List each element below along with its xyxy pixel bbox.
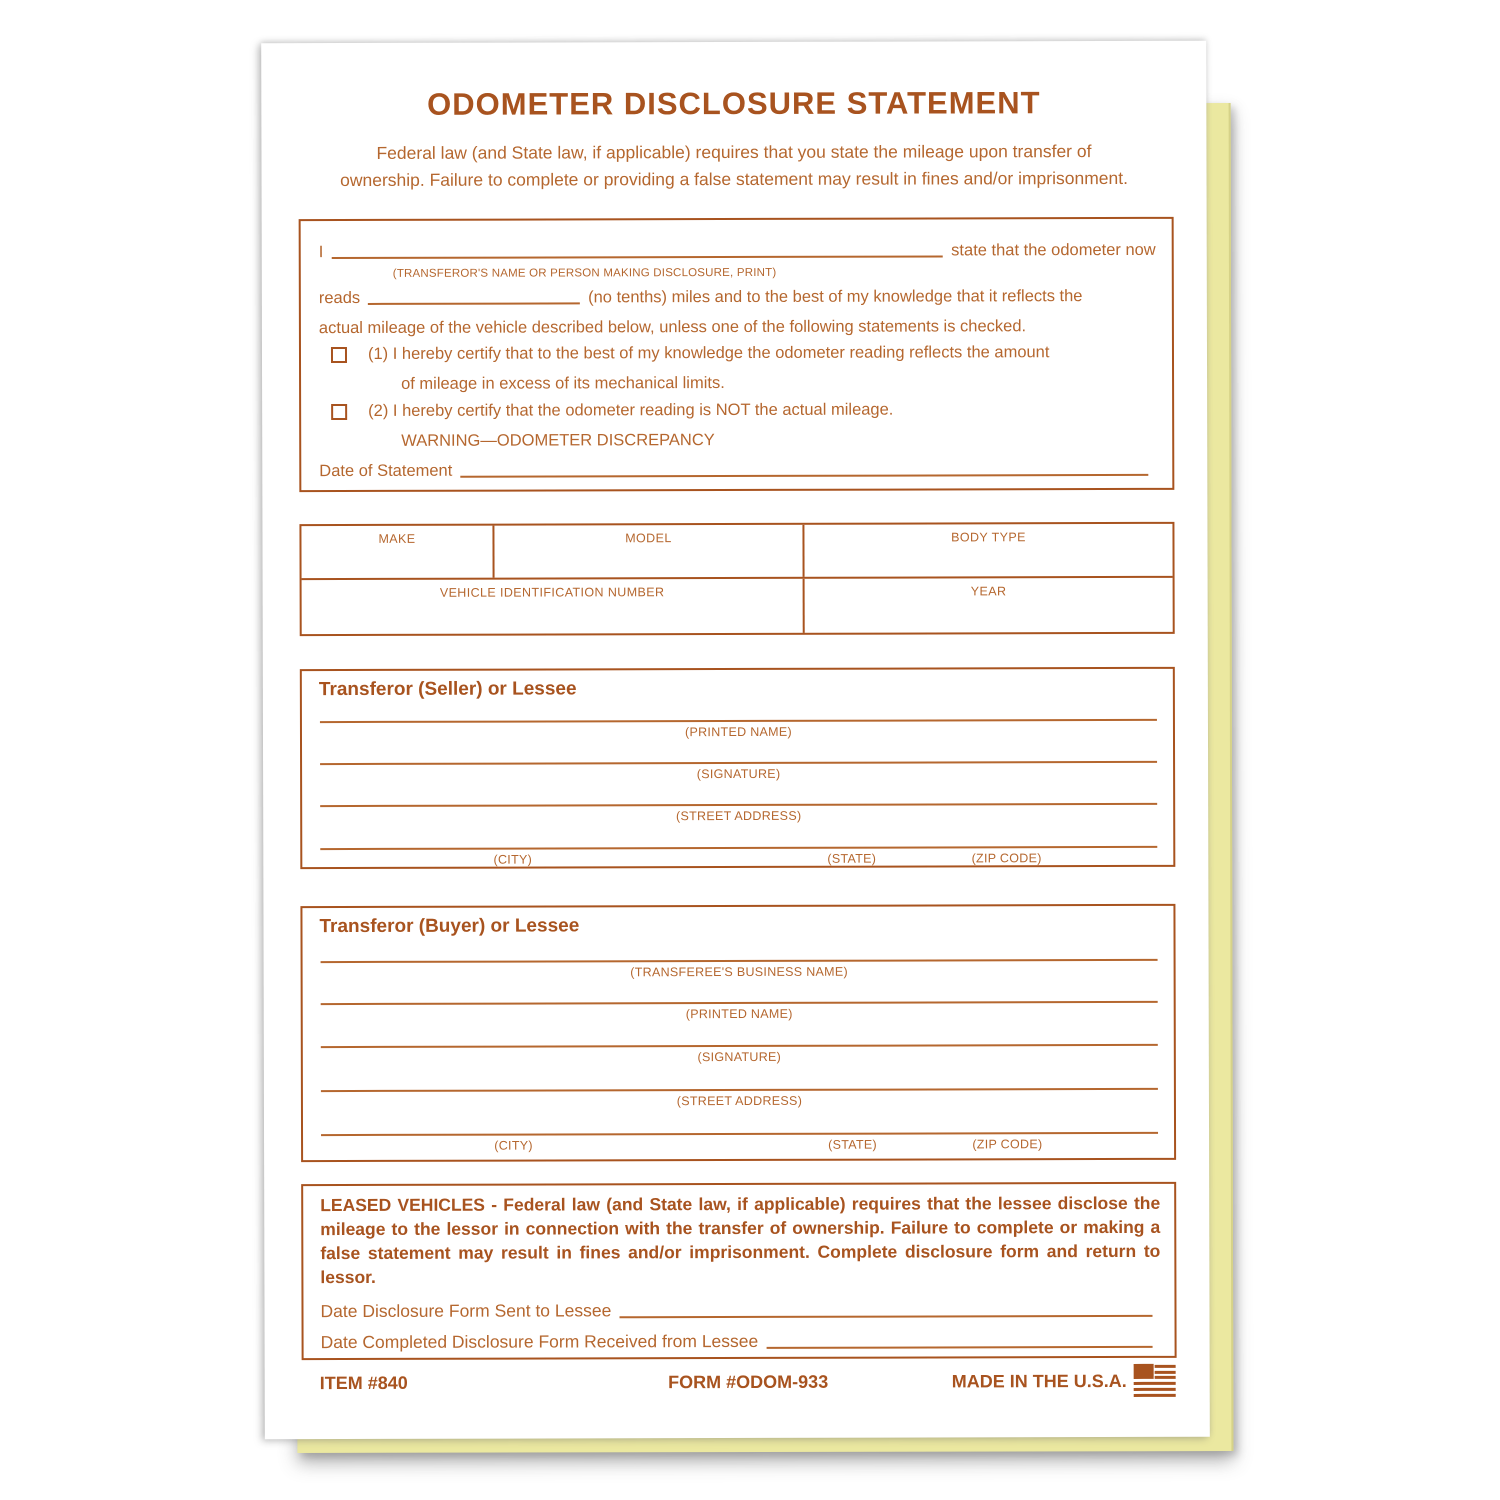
- odometer-form-page: [261, 41, 1210, 1439]
- buyer-section-title: Transferor (Buyer) or Lessee: [319, 915, 580, 938]
- seller-section-title: Transferor (Seller) or Lessee: [318, 678, 577, 701]
- made-in-usa-label: MADE IN THE U.S.A.: [951, 1370, 1127, 1391]
- vehicle-table-row-2: [302, 578, 1173, 634]
- vin-cell[interactable]: VEHICLE IDENTIFICATION NUMBER: [302, 579, 805, 634]
- seller-street-address-line[interactable]: [320, 803, 1157, 807]
- seller-city-state-zip-labels: [320, 851, 1157, 869]
- date-of-statement-line[interactable]: [460, 474, 1148, 478]
- intro-text: [301, 138, 1166, 195]
- seller-signature-field: [320, 761, 1157, 785]
- checkbox-2-label: (2) I hereby certify that the odometer reading is NOT the actual mileage.: [368, 400, 894, 420]
- statement-after-name: state that the odometer now: [951, 240, 1156, 260]
- checkbox-1[interactable]: [331, 347, 347, 363]
- model-cell[interactable]: MODEL: [494, 525, 804, 578]
- buyer-city-state-zip-field: [321, 1132, 1158, 1156]
- seller-printed-name-line[interactable]: [320, 719, 1157, 723]
- buyer-printed-name-field: [321, 1001, 1158, 1025]
- intro-line-1: Federal law (and State law, if applicable) requires that you state the mileage upon transfer of: [376, 141, 1092, 163]
- reads-label: reads: [318, 288, 361, 308]
- date-sent-line[interactable]: [619, 1315, 1152, 1318]
- city-label: (CITY): [493, 852, 533, 867]
- intro-line-2: ownership. Failure to complete or providing a false statement may result in fines and/or imprisonment.: [340, 168, 1128, 191]
- checkbox-1-label: (1) I hereby certify that to the best of my knowledge the odometer reading reflects the amount: [367, 343, 1050, 363]
- vehicle-info-table: [299, 522, 1174, 636]
- buyer-signature-line[interactable]: [321, 1044, 1158, 1048]
- seller-signature-line[interactable]: [320, 761, 1157, 765]
- buyer-city-state-zip-labels: [321, 1137, 1158, 1155]
- item-number: ITEM #840: [319, 1372, 408, 1393]
- buyer-business-name-field: [321, 959, 1158, 983]
- date-of-statement-row: [319, 460, 1156, 481]
- seller-printed-name-field: [320, 719, 1157, 743]
- zip-code-label: (ZIP CODE): [972, 1137, 1043, 1152]
- buyer-printed-name-line[interactable]: [321, 1001, 1158, 1005]
- seller-section: [300, 667, 1176, 869]
- form-footer: [302, 1363, 1177, 1401]
- buyer-business-name-line[interactable]: [321, 959, 1158, 963]
- odometer-reads-row: [319, 287, 1156, 308]
- statement-prefix: I: [318, 243, 324, 262]
- signature-label: (SIGNATURE): [697, 1049, 782, 1065]
- city-label: (CITY): [494, 1138, 533, 1153]
- printed-name-label: (PRINTED NAME): [685, 1006, 793, 1022]
- make-cell[interactable]: MAKE: [301, 526, 494, 579]
- certify-option-1: [331, 343, 1050, 364]
- buyer-street-address-line[interactable]: [321, 1088, 1158, 1092]
- statement-line-3: actual mileage of the vehicle described below, unless one of the following statements is checked.: [318, 317, 1027, 338]
- zip-code-label: (ZIP CODE): [971, 851, 1042, 866]
- date-sent-label: Date Disclosure Form Sent to Lessee: [320, 1300, 612, 1322]
- transferee-business-name-label: (TRANSFEREE'S BUSINESS NAME): [630, 964, 849, 980]
- date-sent-row: [320, 1299, 1160, 1322]
- body-type-cell[interactable]: BODY TYPE: [951, 530, 1026, 545]
- seller-street-address-field: [320, 803, 1157, 827]
- buyer-street-address-field: [321, 1088, 1158, 1112]
- after-reads-text: (no tenths) miles and to the best of my knowledge that it reflects the: [588, 287, 1083, 307]
- street-address-label: (STREET ADDRESS): [676, 1093, 803, 1109]
- date-received-row: [321, 1330, 1161, 1353]
- signature-label: (SIGNATURE): [696, 766, 781, 782]
- checkbox-2[interactable]: [331, 404, 347, 420]
- vehicle-table-row-1: [301, 524, 1172, 580]
- seller-city-state-zip-line[interactable]: [320, 846, 1157, 850]
- leased-vehicles-paragraph: [320, 1191, 1160, 1290]
- year-cell[interactable]: YEAR: [970, 584, 1007, 599]
- leased-vehicles-heading: LEASED VEHICLES: [320, 1194, 485, 1216]
- us-flag-icon: [1133, 1363, 1177, 1399]
- state-label: (STATE): [828, 1137, 877, 1152]
- printed-name-label: (PRINTED NAME): [684, 724, 792, 740]
- made-in-usa: [891, 1363, 1177, 1400]
- transferor-name-hint: (TRANSFEROR'S NAME OR PERSON MAKING DISCLOSURE, PRINT): [392, 266, 777, 280]
- buyer-city-state-zip-line[interactable]: [321, 1132, 1158, 1136]
- transferor-name-row: [319, 241, 1156, 262]
- buyer-section: [300, 904, 1176, 1162]
- transferor-name-line[interactable]: [331, 255, 943, 259]
- date-received-label: Date Completed Disclosure Form Received from Lessee: [320, 1330, 759, 1353]
- certify-option-2: [331, 401, 893, 421]
- date-received-line[interactable]: [766, 1346, 1152, 1349]
- state-label: (STATE): [827, 851, 877, 866]
- leased-vehicles-body: - Federal law (and State law, if applicable) requires that the lessee disclose the mileage to the lessor in connection with the transfer of ownership. Failure to complete or making a false statement may result in fines and/or imprisonment. Complete disclosure form and return to lessor.: [320, 1192, 1161, 1288]
- date-of-statement-label: Date of Statement: [319, 461, 453, 481]
- buyer-signature-field: [321, 1044, 1158, 1068]
- odometer-discrepancy-warning: WARNING—ODOMETER DISCREPANCY: [401, 431, 715, 450]
- checkbox-1-label-line2: of mileage in excess of its mechanical limits.: [401, 374, 725, 393]
- mileage-line[interactable]: [368, 302, 580, 305]
- street-address-label: (STREET ADDRESS): [675, 808, 802, 824]
- page-title: ODOMETER DISCLOSURE STATEMENT: [427, 85, 1041, 122]
- form-number: FORM #ODOM-933: [668, 1371, 829, 1392]
- seller-city-state-zip-field: [320, 846, 1157, 870]
- statement-box: [299, 217, 1175, 492]
- leased-vehicles-section: [301, 1182, 1176, 1360]
